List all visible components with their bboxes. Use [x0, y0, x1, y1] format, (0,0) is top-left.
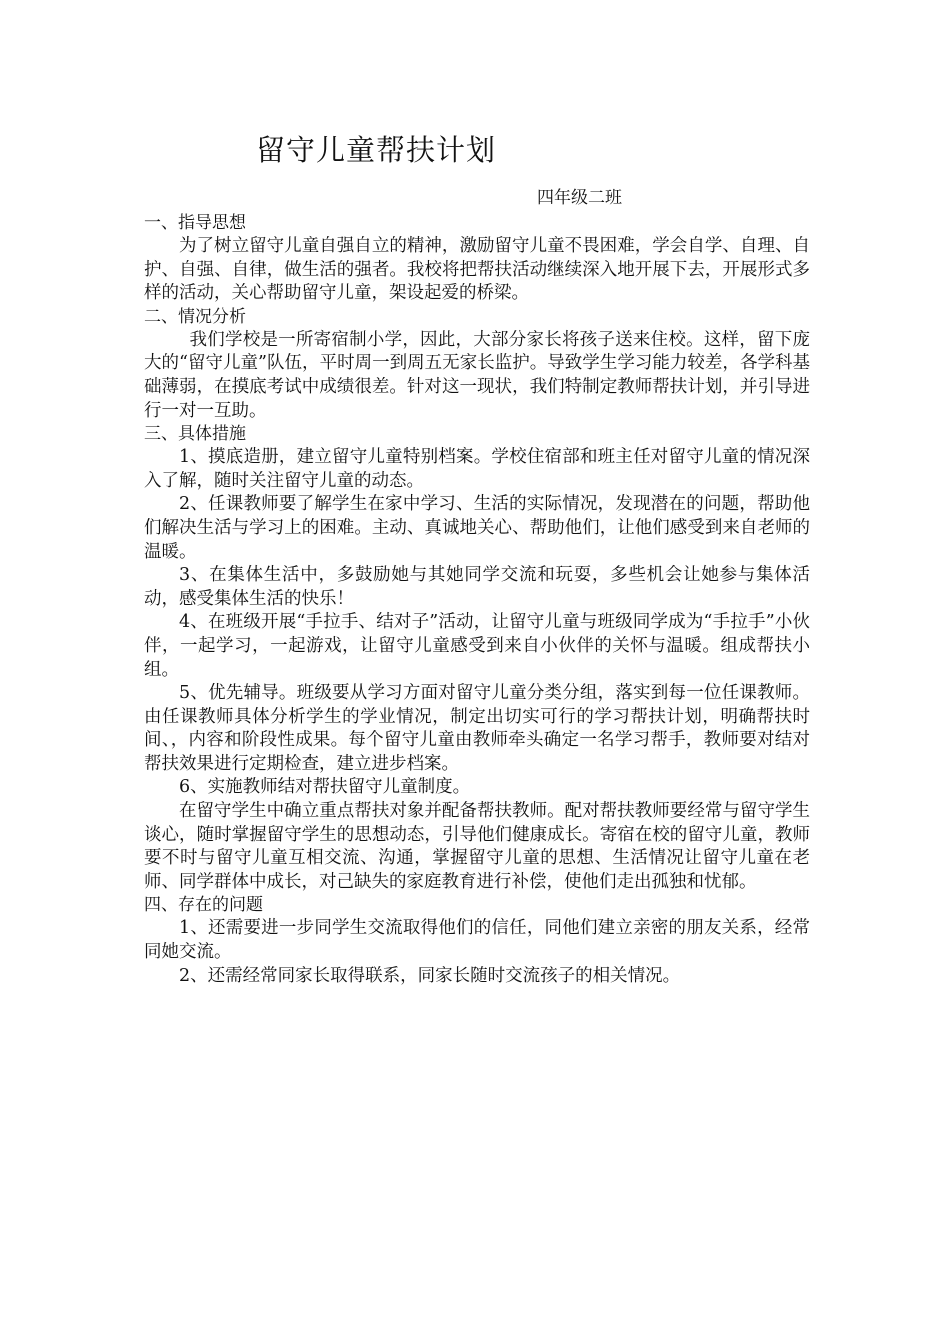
paragraph: 2、任课教师要了解学生在家中学习、生活的实际情况，发现潜在的问题，帮助他们解决生活与学习上的困难。主动、真诚地关心、帮助他们，让他们感受到来自老师的温暖。	[144, 494, 810, 562]
section-existing-problems	[144, 894, 810, 988]
paragraph: 3、在集体生活中，多鼓励她与其她同学交流和玩耍，多些机会让她参与集体活动，感受集体生活的快乐！	[144, 565, 810, 609]
document-title: 留守儿童帮扶计划	[256, 133, 497, 167]
section-heading: 二、情况分析	[144, 306, 246, 327]
section-heading: 四、存在的问题	[144, 895, 263, 916]
paragraph: 5、优先辅导。班级要从学习方面对留守儿童分类分组，落实到每一位任课教师。由任课教师具体分析学生的学业情况，制定出切实可行的学习帮扶计划，明确帮扶时间、，内容和阶段性成果。每个留守儿童由教师牵头确定一名学习帮手，教师要对结对帮扶效果进行定期检查，建立进步档案。	[144, 683, 810, 774]
paragraph: 1、摸底造册，建立留守儿童特别档案。学校住宿部和班主任对留守儿童的情况深入了解，随时关注留守儿童的动态。	[144, 447, 810, 491]
section-situation-analysis	[144, 306, 810, 423]
paragraph: 6、实施教师结对帮扶留守儿童制度。	[179, 777, 471, 798]
paragraph: 2、还需经常同家长取得联系，同家长随时交流孩子的相关情况。	[179, 965, 681, 986]
paragraph: 我们学校是一所寄宿制小学，因此，大部分家长将孩子送来住校。这样，留下庞大的“留守儿童”队伍，平时周一到周五无家长监护。导致学生学习能力较差，各学科基础薄弱，在摸底考试中成绩很差。针对这一现状，我们特制定教师帮扶计划，并引导进行一对一互助。	[144, 329, 810, 421]
section-heading: 三、具体措施	[144, 424, 246, 445]
document-page	[144, 130, 810, 988]
paragraph: 在留守学生中确立重点帮扶对象并配备帮扶教师。配对帮扶教师要经常与留守学生谈心，随时掌握留守学生的思想动态，引导他们健康成长。寄宿在校的留守儿童，教师要不时与留守儿童互相交流、沟通，掌握留守儿童的思想、生活情况让留守儿童在老师、同学群体中成长，对己缺失的家庭教育进行补偿，使他们走出孤独和忧郁。	[144, 801, 810, 892]
section-specific-measures	[144, 423, 810, 894]
section-heading: 一、指导思想	[144, 213, 246, 233]
section-guiding-thought	[144, 212, 810, 306]
class-name: 四年级二班	[537, 188, 622, 208]
paragraph: 4、在班级开展“手拉手、结对子”活动，让留守儿童与班级同学成为“手拉手”小伙伴，一起学习，一起游戏，让留守儿童感受到来自小伙伴的关怀与温暖。组成帮扶小组。	[144, 612, 810, 680]
paragraph: 为了树立留守儿童自强自立的精神，激励留守儿童不畏困难，学会自学、自理、自护、自强、自律，做生活的强者。我校将把帮扶活动继续深入地开展下去，开展形式多样的活动，关心帮助留守儿童，架设起爱的桥梁。	[144, 236, 810, 304]
paragraph: 1、还需要进一步同学生交流取得他们的信任，同他们建立亲密的朋友关系，经常同她交流。	[144, 918, 810, 963]
